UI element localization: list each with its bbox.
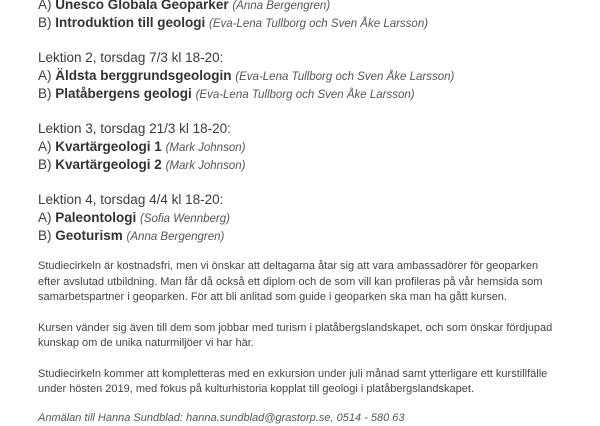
item-teacher: (Sofia Wennberg) xyxy=(140,213,230,225)
item-topic: Unesco Globala Geoparker xyxy=(55,0,228,12)
info-paragraph-cost xyxy=(38,259,583,306)
item-topic: Geoturism xyxy=(55,228,123,243)
item-teacher: (Eva-Lena Tullborg och Sven Åke Larsson) xyxy=(196,89,415,101)
text-line: Studiecirkeln är kostnadsfri, men vi önskar att deltagarna åtar sig att vara ambassadörer för geoparken xyxy=(38,260,538,272)
item-tag: A) xyxy=(38,139,52,154)
item-tag: B) xyxy=(38,15,52,30)
item-topic: Introduktion till geologi xyxy=(55,15,205,30)
lesson-3 xyxy=(38,120,583,174)
lesson-3-item-a xyxy=(38,138,583,156)
item-teacher: (Eva-Lena Tullborg och Sven Åke Larsson) xyxy=(235,71,454,83)
lesson-4-item-a xyxy=(38,209,583,227)
registration-contact: Anmälan till Hanna Sundblad: hanna.sundblad@grastorp.se, 0514 - 580 63 xyxy=(38,411,583,426)
item-teacher: (Mark Johnson) xyxy=(166,142,246,154)
info-paragraph-excursion xyxy=(38,367,583,398)
item-teacher: (Eva-Lena Tullborg och Sven Åke Larsson) xyxy=(209,18,428,30)
text-line: kunskap om de unika naturmiljöer vi har här. xyxy=(38,337,254,349)
lesson-1 xyxy=(38,0,583,32)
lesson-2-item-a xyxy=(38,67,583,85)
text-line: samarbetspartner i geoparken. För att bli anlitad som guide i geoparken ska man ha gått kursen. xyxy=(38,291,507,303)
lesson-1-item-a xyxy=(38,0,583,14)
course-schedule-document xyxy=(38,0,583,426)
item-topic: Platåbergens geologi xyxy=(55,86,192,101)
item-teacher: (Mark Johnson) xyxy=(166,160,246,172)
item-topic: Kvartärgeologi 1 xyxy=(55,139,162,154)
item-tag: B) xyxy=(38,157,52,172)
item-teacher: (Anna Bergengren) xyxy=(232,0,330,12)
item-topic: Äldsta berggrundsgeologin xyxy=(55,68,231,83)
item-topic: Kvartärgeologi 2 xyxy=(55,157,162,172)
lesson-title: Lektion 2, torsdag 7/3 kl 18-20: xyxy=(38,49,583,67)
item-topic: Paleontologi xyxy=(55,210,136,225)
text-line: Kursen vänder sig även till dem som jobbar med turism i platåbergslandskapet, och som önskar fördjupad xyxy=(38,322,552,334)
text-line: Studiecirkeln kommer att kompletteras med en exkursion under juli månad samt ytterligare ett kurstillfälle xyxy=(38,368,547,380)
lesson-2-item-b xyxy=(38,85,583,103)
lesson-title: Lektion 3, torsdag 21/3 kl 18-20: xyxy=(38,120,583,138)
item-tag: B) xyxy=(38,86,52,101)
item-teacher: (Anna Bergengren) xyxy=(127,231,225,243)
lesson-title: Lektion 4, torsdag 4/4 kl 18-20: xyxy=(38,191,583,209)
text-line: under hösten 2019, med fokus på kulturhistoria kopplat till geologi i platåbergslandskapet. xyxy=(38,383,474,395)
lesson-2 xyxy=(38,49,583,103)
lesson-4 xyxy=(38,191,583,245)
item-tag: A) xyxy=(38,68,52,83)
item-tag: B) xyxy=(38,228,52,243)
lesson-3-item-b xyxy=(38,156,583,174)
lesson-4-item-b xyxy=(38,227,583,245)
text-line: efter avslutad utbildning. Man får då också ett diplom och de som vill kan profileras på vår hemsida som xyxy=(38,276,542,288)
item-tag: A) xyxy=(38,210,52,225)
item-tag: A) xyxy=(38,0,52,12)
info-paragraph-audience xyxy=(38,321,583,352)
lesson-1-item-b xyxy=(38,14,583,32)
